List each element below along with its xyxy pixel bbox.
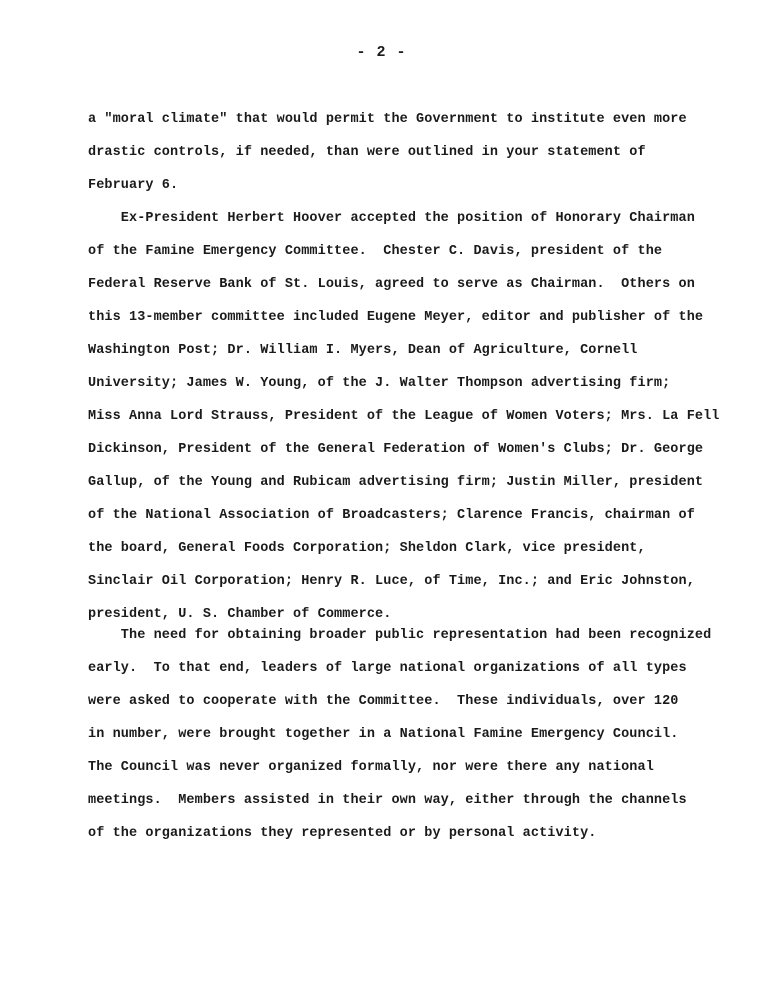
text-line: drastic controls, if needed, than were outlined in your statement of — [88, 145, 646, 160]
text-line: The Council was never organized formally, nor were there any national — [88, 760, 654, 775]
text-line: the board, General Foods Corporation; Sheldon Clark, vice president, — [88, 541, 646, 556]
paragraph-3 — [88, 619, 712, 850]
text-line: Washington Post; Dr. William I. Myers, Dean of Agriculture, Cornell — [88, 343, 638, 358]
text-line: February 6. — [88, 178, 179, 193]
text-line: University; James W. Young, of the J. Walter Thompson advertising firm; — [88, 376, 671, 391]
text-line: Federal Reserve Bank of St. Louis, agreed to serve as Chairman. Others on — [88, 277, 695, 292]
paragraph-1 — [88, 103, 708, 202]
text-line: The need for obtaining broader public representation had been recognized — [88, 628, 712, 643]
text-line: a "moral climate" that would permit the Government to institute even more — [88, 112, 687, 127]
text-line: meetings. Members assisted in their own way, either through the channels — [88, 793, 687, 808]
text-line: of the organizations they represented or by personal activity. — [88, 826, 597, 841]
text-line: in number, were brought together in a National Famine Emergency Council. — [88, 727, 679, 742]
text-line: Miss Anna Lord Strauss, President of the League of Women Voters; Mrs. La Fell — [88, 409, 720, 424]
text-line: of the National Association of Broadcasters; Clarence Francis, chairman of — [88, 508, 695, 523]
text-line: this 13-member committee included Eugene Meyer, editor and publisher of the — [88, 310, 704, 325]
text-line: Dickinson, President of the General Federation of Women's Clubs; Dr. George — [88, 442, 704, 457]
text-line: were asked to cooperate with the Committee. These individuals, over 120 — [88, 694, 679, 709]
paragraph-2 — [88, 202, 720, 631]
page-number: - 2 - — [356, 44, 407, 61]
text-line: Sinclair Oil Corporation; Henry R. Luce, of Time, Inc.; and Eric Johnston, — [88, 574, 695, 589]
text-line: Gallup, of the Young and Rubicam advertising firm; Justin Miller, president — [88, 475, 704, 490]
text-line: early. To that end, leaders of large national organizations of all types — [88, 661, 687, 676]
text-line: president, U. S. Chamber of Commerce. — [88, 607, 392, 622]
text-line: of the Famine Emergency Committee. Chester C. Davis, president of the — [88, 244, 663, 259]
text-line: Ex-President Herbert Hoover accepted the position of Honorary Chairman — [88, 211, 695, 226]
